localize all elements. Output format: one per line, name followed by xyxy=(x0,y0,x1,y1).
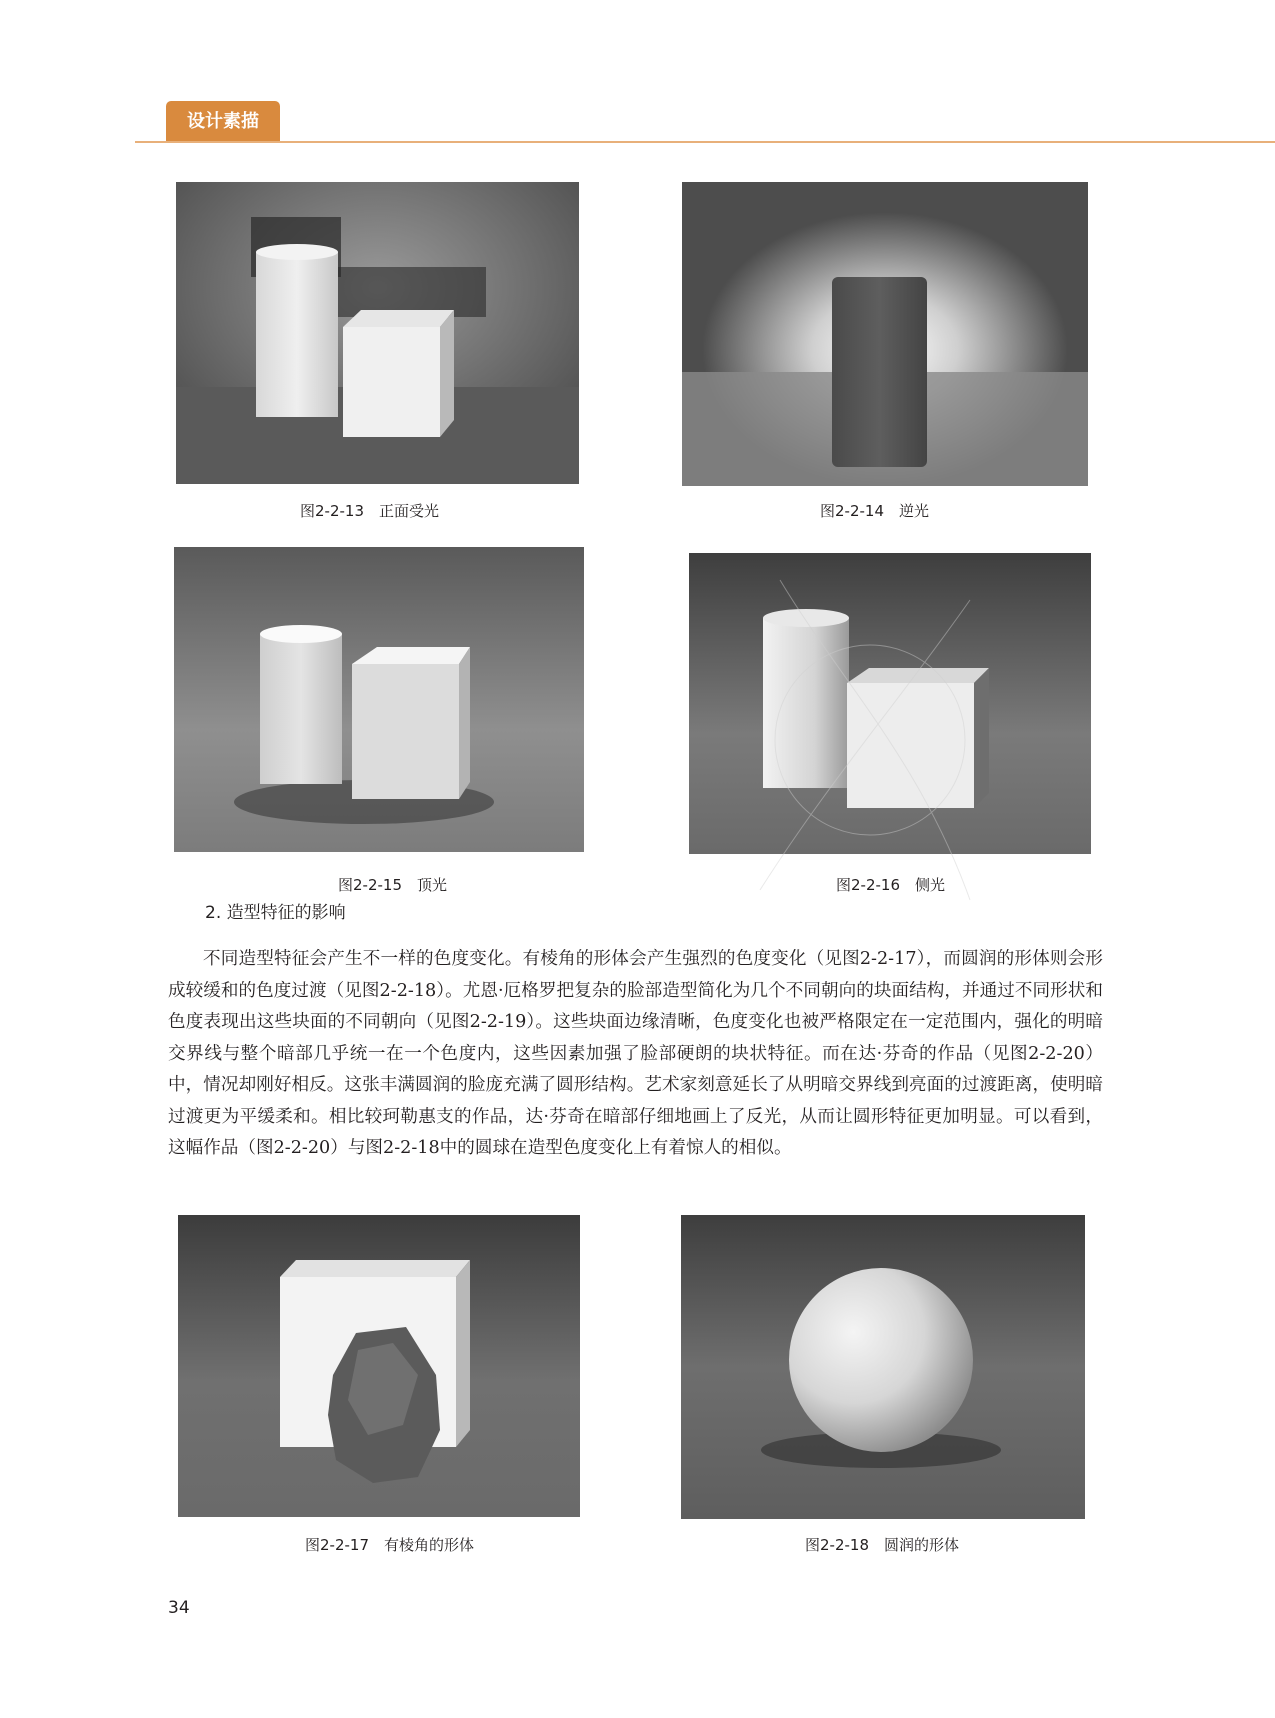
page-number: 34 xyxy=(168,1598,190,1618)
chapter-tab: 设计素描 xyxy=(166,101,280,143)
figure-caption-18: 图2-2-18 圆润的形体 xyxy=(805,1536,959,1554)
section-heading: 2. 造型特征的影响 xyxy=(205,903,346,923)
header-rule xyxy=(135,141,1275,143)
figure-caption-17: 图2-2-17 有棱角的形体 xyxy=(305,1536,474,1554)
figure-caption-16: 图2-2-16 侧光 xyxy=(836,876,945,894)
figure-caption-13: 图2-2-13 正面受光 xyxy=(300,502,439,520)
photo-front-light xyxy=(176,182,579,484)
photo-round-form xyxy=(681,1215,1085,1519)
body-paragraph: 不同造型特征会产生不一样的色度变化。有棱角的形体会产生强烈的色度变化（见图2-2-17），而圆润的形体则会形成较缓和的色度过渡（见图2-2-18）。尤恩·厄格罗把复杂的脸部造型简化为几个不同朝向的块面结构，并通过不同形状和色度表现出这些块面的不同朝向（见图2-2-19）。这些块面边缘清晰，色度变化也被严格限定在一定范围内，强化的明暗交界线与整个暗部几乎统一在一个色度内，这些因素加强了脸部硬朗的块状特征。而在达·芬奇的作品（见图2-2-20）中，情况却刚好相反。这张丰满圆润的脸庞充满了圆形结构。艺术家刻意延长了从明暗交界线到亮面的过渡距离，使明暗过渡更为平缓柔和。相比较珂勒惠支的作品，达·芬奇在暗部仔细地画上了反光，从而让圆形特征更加明显。可以看到，这幅作品（图2-2-20）与图2-2-18中的圆球在造型色度变化上有着惊人的相似。 xyxy=(168,949,1103,1158)
photo-top-light xyxy=(174,547,584,852)
figure-caption-15: 图2-2-15 顶光 xyxy=(338,876,447,894)
figure-caption-14: 图2-2-14 逆光 xyxy=(820,502,929,520)
watermark-graphic xyxy=(720,560,1020,920)
photo-angular-form xyxy=(178,1215,580,1517)
photo-back-light xyxy=(682,182,1088,486)
